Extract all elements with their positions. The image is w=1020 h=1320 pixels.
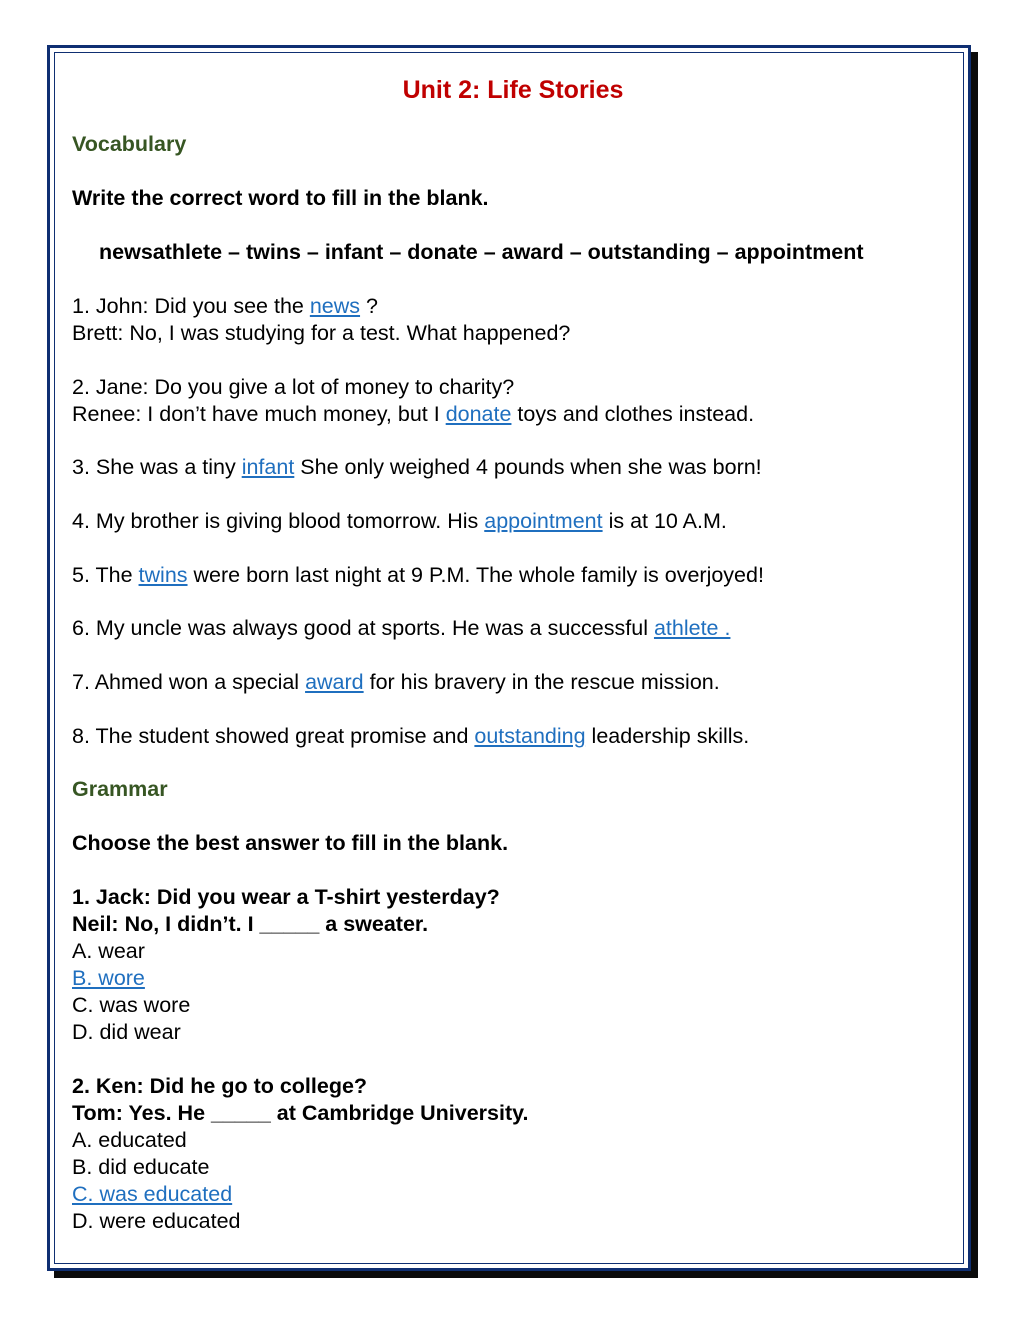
vocab-question-5	[72, 562, 952, 589]
vocab-q5-answer: twins	[138, 563, 188, 587]
vocab-q1-response: Brett: No, I was studying for a test. What happened?	[72, 321, 571, 345]
vocab-q2-text-a: Renee: I don’t have much money, but I	[72, 402, 446, 426]
vocab-q8-answer: outstanding	[474, 724, 586, 748]
grammar-q2-option-c-correct: C. was educated	[72, 1182, 233, 1206]
vocabulary-instruction: Write the correct word to fill in the blank.	[72, 186, 489, 210]
vocab-q8-text-b: leadership skills.	[585, 724, 750, 748]
vocab-question-7	[72, 669, 952, 696]
vocab-q4-text-a: 4. My brother is giving blood tomorrow. His	[72, 509, 485, 533]
vocab-question-8	[72, 723, 952, 750]
grammar-question-2: 2. Ken: Did he go to college?	[72, 1074, 368, 1098]
grammar-q1-option-d: D. did wear	[72, 1020, 181, 1044]
grammar-q2-option-a: A. educated	[72, 1128, 187, 1152]
vocab-q3-answer: infant	[241, 455, 295, 479]
vocab-q5-text-b: were born last night at 9 P.M. The whole family is overjoyed!	[187, 563, 764, 587]
grammar-q2-prompt: Tom: Yes. He _____ at Cambridge University.	[72, 1101, 529, 1125]
word-bank: newsathlete – twins – infant – donate – award – outstanding – appointment	[99, 240, 864, 264]
page-title: Unit 2: Life Stories	[402, 76, 624, 104]
grammar-heading: Grammar	[72, 777, 168, 801]
vocab-question-3	[72, 454, 952, 481]
vocabulary-heading: Vocabulary	[72, 132, 187, 156]
vocab-q7-text-a: 7. Ahmed won a special	[72, 670, 306, 694]
grammar-q2-option-b: B. did educate	[72, 1155, 210, 1179]
vocab-question-4	[72, 508, 952, 535]
worksheet-content	[72, 72, 952, 1235]
vocab-q1-answer: news	[309, 294, 361, 318]
vocab-q2-response	[72, 401, 952, 428]
grammar-q2-option-d: D. were educated	[72, 1209, 241, 1233]
vocab-question-1	[72, 293, 952, 320]
vocab-q1-text-b: ?	[360, 294, 378, 318]
vocab-q6-text-a: 6. My uncle was always good at sports. He was a successful	[72, 616, 654, 640]
vocab-q4-answer: appointment	[484, 509, 603, 533]
vocab-question-2: 2. Jane: Do you give a lot of money to charity?	[72, 375, 515, 399]
vocab-q4-text-b: is at 10 A.M.	[602, 509, 727, 533]
vocab-q3-text-a: 3. She was a tiny	[72, 455, 242, 479]
grammar-q1-option-c: C. was wore	[72, 993, 191, 1017]
grammar-q1-prompt: Neil: No, I didn’t. I _____ a sweater.	[72, 912, 429, 936]
vocab-question-6	[72, 615, 952, 642]
vocab-q7-text-b: for his bravery in the rescue mission.	[363, 670, 720, 694]
grammar-question-1: 1. Jack: Did you wear a T-shirt yesterday?	[72, 885, 500, 909]
vocab-q7-answer: award	[305, 670, 364, 694]
vocab-q2-text-b: toys and clothes instead.	[511, 402, 755, 426]
grammar-instruction: Choose the best answer to fill in the blank.	[72, 831, 509, 855]
vocab-q6-answer: athlete .	[653, 616, 731, 640]
vocab-q5-text-a: 5. The	[72, 563, 139, 587]
vocab-q3-text-b: She only weighed 4 pounds when she was born!	[294, 455, 762, 479]
grammar-q1-option-b-correct: B. wore	[72, 966, 145, 990]
vocab-q2-answer: donate	[445, 402, 512, 426]
vocab-q8-text-a: 8. The student showed great promise and	[72, 724, 475, 748]
vocab-q1-text-a: 1. John: Did you see the	[72, 294, 310, 318]
grammar-q1-option-a: A. wear	[72, 939, 145, 963]
